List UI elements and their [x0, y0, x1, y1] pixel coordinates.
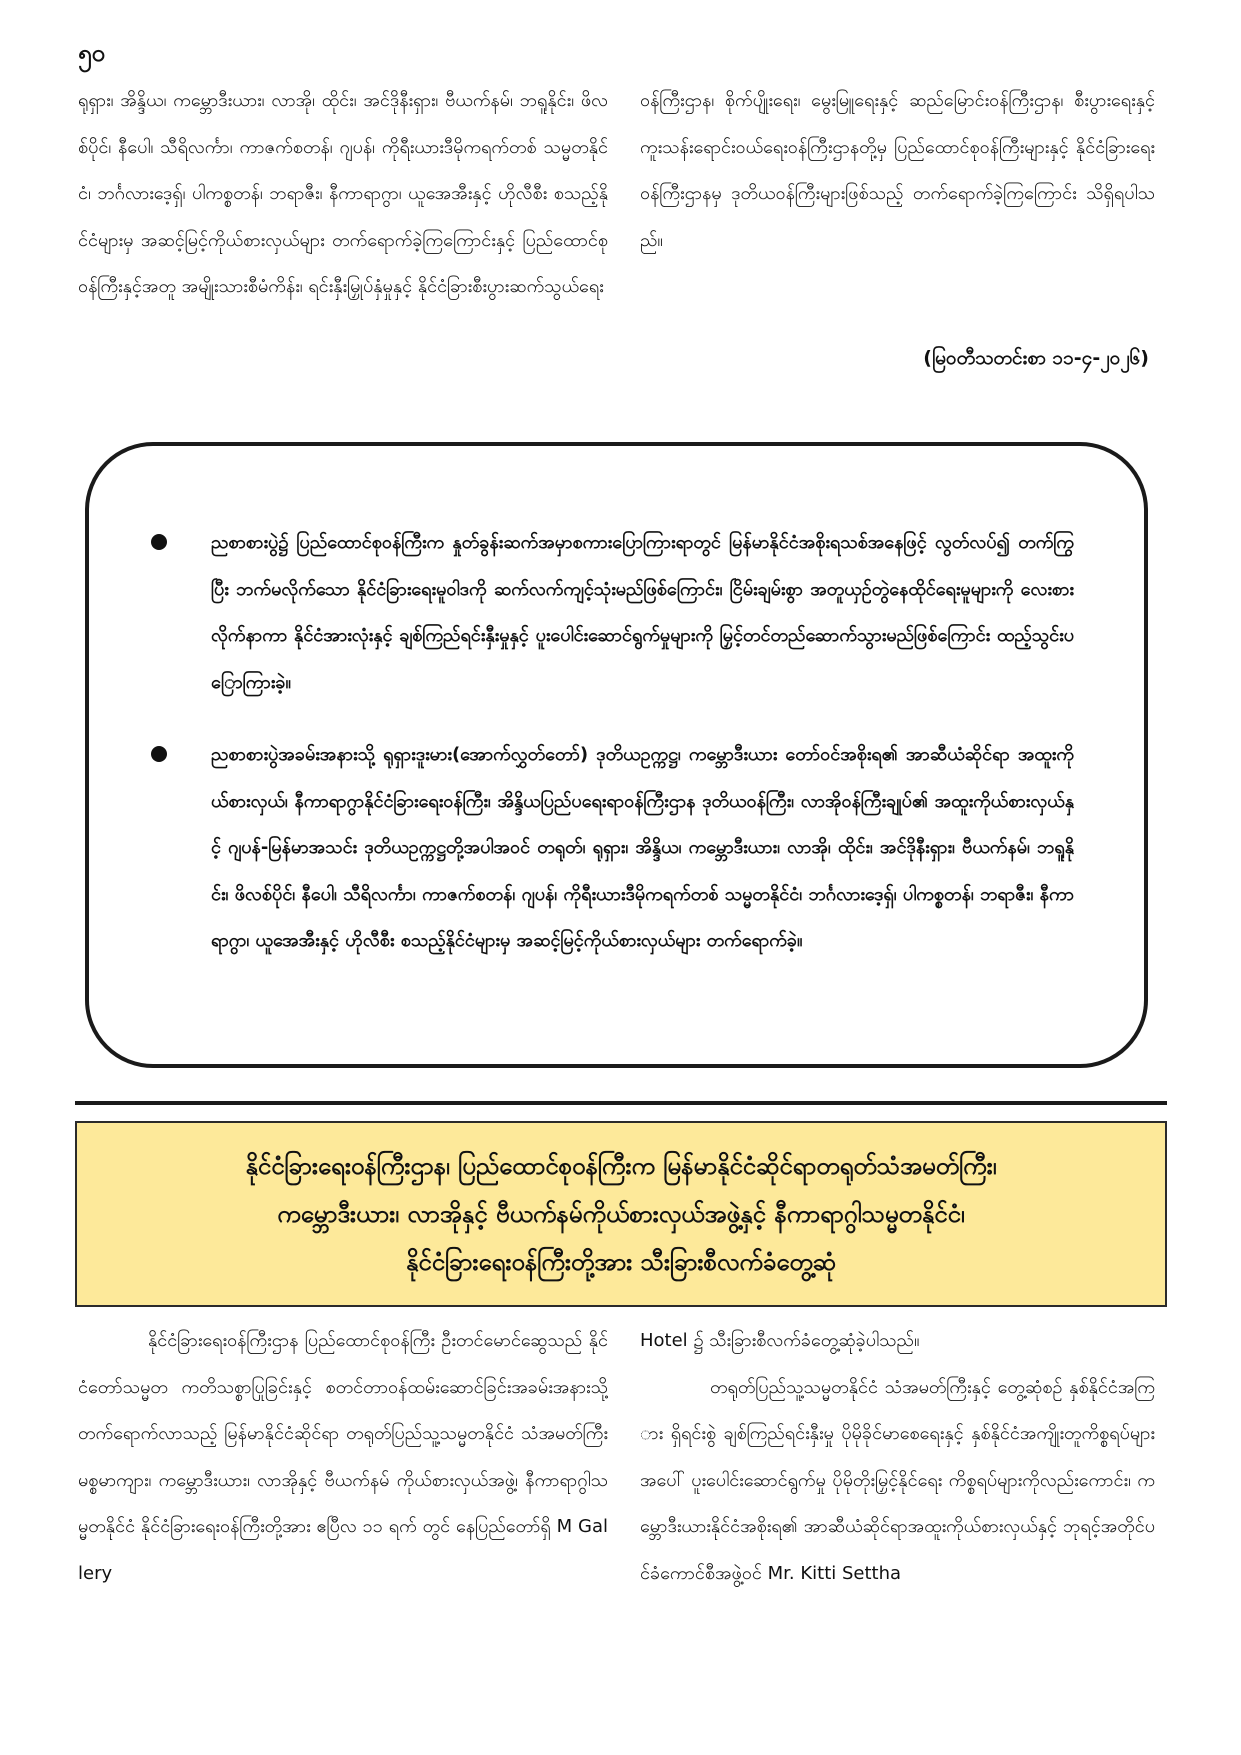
bullet-text: ညစာစားပွဲအခမ်းအနားသို့ ရုရှားဒူးမား(အောက်လွှတ်တော်) ဒုတိယဥက္ကဋ္ဌ၊ ကမ္ဘောဒီးယား တော်ဝင်အစိုးရ၏ အာဆီယံဆိုင်ရာ အထူးကိုယ်စားလှယ်၊ နီကာရာဂွာနိုင်ငံခြားရေးဝန်ကြီး၊ အိန္ဒိယပြည်ပရေးရာဝန်ကြီးဌာန ဒုတိယဝန်ကြီး၊ လာအိုဝန်ကြီးချုပ်၏ အထူးကိုယ်စားလှယ်နှင့် ဂျပန်-မြန်မာအသင်း ဒုတိယဥက္ကဋ္ဌတို့အပါအဝင် တရုတ်၊ ရုရှား၊ အိန္ဒိယ၊ ကမ္ဘောဒီးယား၊ လာအို၊ ထိုင်း၊ အင်ဒိုနီးရှား၊ ဗီယက်နမ်၊ ဘရူနိုင်း၊ ဖိလစ်ပိုင်၊ နီပေါ၊ သီရိလင်္ကာ၊ ကာဇက်စတန်၊ ဂျပန်၊ ကိုရီးယားဒီမိုကရက်တစ် သမ္မတနိုင်ငံ၊ ဘင်္ဂလားဒေ့ရှ်၊ ပါကစ္စတန်၊ ဘရာဇီး၊ နီကာရာဂွာ၊ ယူအေအီးနှင့် ဟိုလီစီး စသည့်နိုင်ငံများမှ အဆင့်မြင့်ကိုယ်စားလှယ်များ တက်ရောက်ခဲ့။ [211, 744, 1074, 951]
top-left-paragraph: ရုရှား၊ အိန္ဒိယ၊ ကမ္ဘောဒီးယား၊ လာအို၊ ထိုင်း၊ အင်ဒိုနီးရှား၊ ဗီယက်နမ်၊ ဘရူနိုင်း၊ ဖိလစ်ပိုင်၊ နီပေါ၊ သီရိလင်္ကာ၊ ကာဇက်စတန်၊ ဂျပန်၊ ကိုရီးယားဒီမိုကရက်တစ် သမ္မတနိုင်ငံ၊ ဘင်္ဂလားဒေ့ရှ်၊ ပါကစ္စတန်၊ ဘရာဇီး၊ နီကာရာဂွာ၊ ယူအေအီးနှင့် ဟိုလီစီး စသည့်နိုင်ငံများမှ အဆင့်မြင့်ကိုယ်စားလှယ်များ တက်ရောက်ခဲ့ကြကြောင်းနှင့် ပြည်ထောင်စုဝန်ကြီးနှင့်အတူ အမျိုးသားစီမံကိန်း၊ ရင်းနှီးမြှုပ်နှံမှုနှင့် နိုင်ငံခြားစီးပွားဆက်သွယ်ရေး [78, 90, 608, 297]
bullet-dot-icon [151, 746, 167, 762]
top-left-column [78, 78, 608, 311]
headline-line-2: ကမ္ဘောဒီးယား၊ လာအိုနှင့် ဗီယက်နမ်ကိုယ်စားလှယ်အဖွဲ့နှင့် နီကာရာဂွါသမ္မတနိုင်ငံ၊ [277, 1200, 965, 1228]
bottom-right-paragraph-2: တရုတ်ပြည်သူ့သမ္မတနိုင်ငံ သံအမတ်ကြီးနှင့် တွေ့ဆုံစဉ် နှစ်နိုင်ငံအကြား ရှိရင်းစွဲ ချစ်ကြည်ရင်းနှီးမှု ပိုမိုခိုင်မာစေရေးနှင့် နှစ်နိုင်ငံအကျိုးတူကိစ္စရပ်များအပေါ် ပူးပေါင်းဆောင်ရွက်မှု ပိုမိုတိုးမြှင့်နိုင်ရေး ကိစ္စရပ်များကိုလည်းကောင်း၊ ကမ္ဘောဒီးယားနိုင်ငံအစိုးရ၏ အာဆီယံဆိုင်ရာအထူးကိုယ်စားလှယ်နှင့် ဘုရင့်အတိုင်ပင်ခံကောင်စီအဖွဲ့ဝင် Mr. Kitti Settha [640, 1376, 1155, 1584]
highlight-bullet [149, 520, 1074, 706]
headline-line-1: နိုင်ငံခြားရေးဝန်ကြီးဌာန၊ ပြည်ထောင်စုဝန်ကြီးက မြန်မာနိုင်ငံဆိုင်ရာတရုတ်သံအမတ်ကြီး၊ [245, 1152, 997, 1180]
highlights-box [85, 442, 1148, 1068]
highlight-bullet [149, 732, 1074, 965]
top-right-paragraph: ဝန်ကြီးဌာန၊ စိုက်ပျိုးရေး၊ မွေးမြူရေးနှင့် ဆည်မြောင်းဝန်ကြီးဌာန၊ စီးပွားရေးနှင့် ကူးသန်းရောင်းဝယ်ရေးဝန်ကြီးဌာနတို့မှ ပြည်ထောင်စုဝန်ကြီးများနှင့် နိုင်ငံခြားရေးဝန်ကြီးဌာနမှ ဒုတိယဝန်ကြီးများဖြစ်သည့် တက်ရောက်ခဲ့ကြကြောင်း သိရှိရပါသည်။ [640, 90, 1155, 251]
section-divider [75, 1101, 1167, 1105]
bottom-left-column [78, 1318, 608, 1597]
bottom-left-paragraph: နိုင်ငံခြားရေးဝန်ကြီးဌာန ပြည်ထောင်စုဝန်ကြီး ဦးတင်မောင်ဆွေသည် နိုင်ငံတော်သမ္မတ ကတိသစ္စာပြုခြင်းနှင့် စတင်တာဝန်ထမ်းဆောင်ခြင်းအခမ်းအနားသို့ တက်ရောက်လာသည့် မြန်မာနိုင်ငံဆိုင်ရာ တရုတ်ပြည်သူ့သမ္မတနိုင်ငံ သံအမတ်ကြီး မစ္စမာကျား၊ ကမ္ဘောဒီးယား၊ လာအိုနှင့် ဗီယက်နမ် ကိုယ်စားလှယ်အဖွဲ့၊ နီကာရာဂွါသမ္မတနိုင်ငံ နိုင်ငံခြားရေးဝန်ကြီးတို့အား ဧပြီလ ၁၁ ရက် တွင် နေပြည်တော်ရှိ M Gallery [78, 1330, 608, 1584]
page-number: ၅၀ [78, 39, 105, 67]
bottom-right-paragraph-1: Hotel ၌ သီးခြားစီလက်ခံတွေ့ဆုံခဲ့ပါသည်။ [640, 1330, 920, 1351]
bullet-dot-icon [151, 534, 167, 550]
source-citation: (မြဝတီသတင်းစာ ၁၁-၄-၂၀၂၆) [923, 347, 1149, 369]
top-right-column [640, 78, 1155, 264]
headline-banner [75, 1121, 1167, 1307]
headline-line-3: နိုင်ငံခြားရေးဝန်ကြီးတို့အား သီးခြားစီလက်ခံတွေ့ဆုံ [405, 1248, 837, 1276]
bullet-text: ညစာစားပွဲ၌ ပြည်ထောင်စုဝန်ကြီးက နှုတ်ခွန်းဆက်အမှာစကားပြောကြားရာတွင် မြန်မာနိုင်ငံအစိုးရသစ်အနေဖြင့် လွတ်လပ်၍ တက်ကြွပြီး ဘက်မလိုက်သော နိုင်ငံခြားရေးမူဝါဒကို ဆက်လက်ကျင့်သုံးမည်ဖြစ်ကြောင်း၊ ငြိမ်းချမ်းစွာ အတူယှဉ်တွဲနေထိုင်ရေးမူများကို လေးစားလိုက်နာကာ နိုင်ငံအားလုံးနှင့် ချစ်ကြည်ရင်းနှီးမှုနှင့် ပူးပေါင်းဆောင်ရွက်မှုများကို မြှင့်တင်တည်ဆောက်သွားမည်ဖြစ်ကြောင်း ထည့်သွင်းပြောကြားခဲ့။ [211, 532, 1074, 693]
bottom-right-column [640, 1318, 1155, 1597]
